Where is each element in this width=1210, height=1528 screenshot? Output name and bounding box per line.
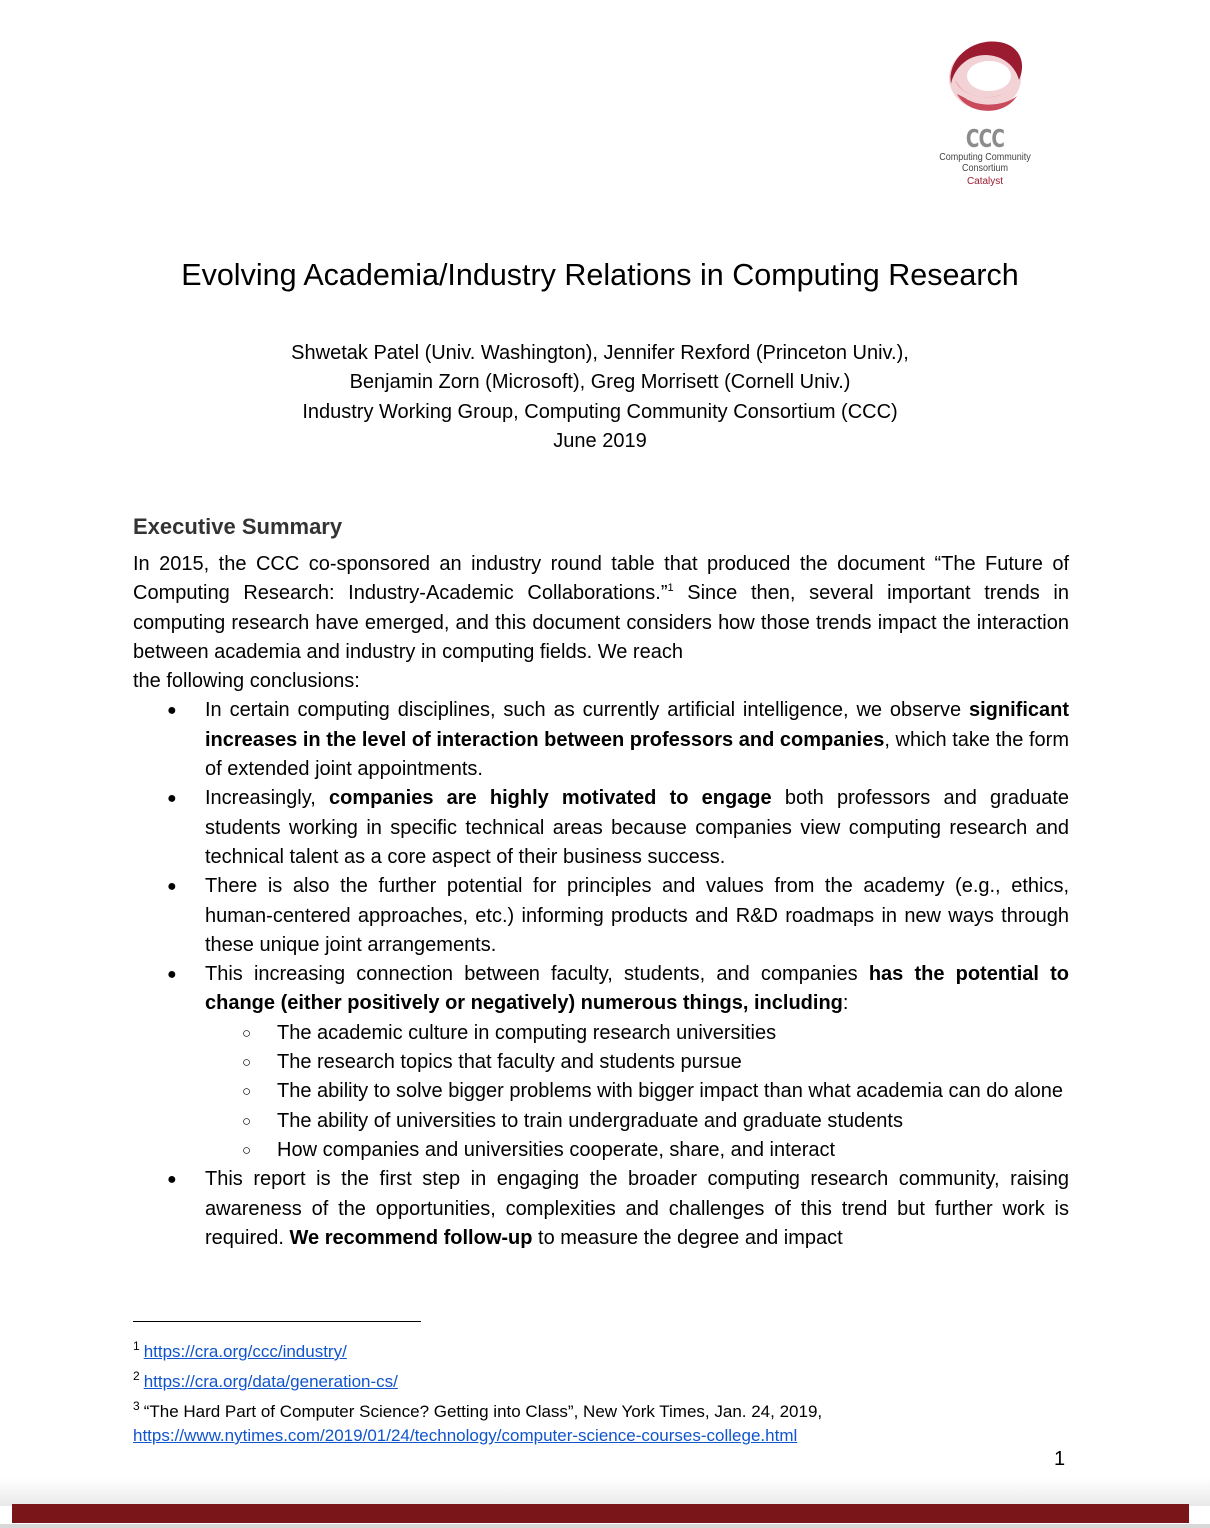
circle-bullet-icon: ○ [242,1083,252,1101]
list-item-bold-text: companies are highly motivated to engage [328,787,772,810]
ccc-logo [925,36,1045,208]
list-item-text: : [842,992,849,1015]
intro-paragraph [133,550,1069,696]
sub-list-item [205,1019,1069,1048]
list-item [133,872,1069,960]
list-item-text: In certain computing disciplines, such as currently artificial intelligence, we observe [205,699,969,722]
bullet-icon: ● [167,878,177,896]
authors-line-2: Benjamin Zorn (Microsoft), Greg Morrisett (Cornell Univ.) [349,371,851,394]
intro-text-a: In 2015, the CCC co-sponsored an industry round table that produced the document “The Future of Computing Research: Industry-Academic Collaborations.” [133,553,1069,605]
bullet-icon: ● [167,702,177,720]
sub-list-item [205,1107,1069,1136]
circle-bullet-icon: ○ [242,1112,252,1130]
list-item-text: to measure the degree and impact [532,1226,843,1249]
bullet-icon: ● [167,790,177,808]
summary-body [133,550,1069,1253]
sub-item-text: How companies and universities cooperate, share, and interact [277,1138,836,1161]
list-item [133,784,1069,872]
sub-item-text: The ability to solve bigger problems with bigger impact than what academia can do alone [277,1080,1063,1103]
footnotes [133,1334,1133,1448]
list-item-text: Increasingly, [205,787,329,810]
list-item-bold-text: We recommend follow-up [289,1226,533,1249]
footnote-number: 3 [133,1399,140,1413]
footnote-3 [133,1394,1133,1424]
list-item [133,960,1069,1165]
sub-list-item [205,1048,1069,1077]
ccc-ring-logo-icon [943,36,1027,120]
circle-bullet-icon: ○ [242,1141,252,1159]
bullet-icon: ● [167,1171,177,1189]
sub-list [205,1019,1069,1165]
document-title: Evolving Academia/Industry Relations in Computing Research [181,258,1019,292]
footnote-number: 2 [133,1369,140,1383]
page-bottom-shadow [0,1478,1210,1506]
footnote-3-link-line [133,1424,1133,1448]
list-item-text: There is also the further potential for principles and values from the academy (e.g., ethics, human-centered approaches, etc.) informing products and R&D roadmaps in new ways through these unique joint arrangements. [205,875,1069,956]
footer-bar [12,1504,1189,1523]
list-item [133,1165,1069,1253]
sub-item-text: The academic culture in computing research universities [277,1021,777,1044]
bullet-icon: ● [167,966,177,984]
list-item-text: , which take the form of extended joint appointments. [205,728,1069,781]
list-item-text: both professors and graduate students working in specific technical areas because companies view computing research and technical talent as a core aspect of their business success. [205,787,1069,868]
sub-item-text: The research topics that faculty and students pursue [277,1051,742,1074]
footnote-2 [133,1364,1133,1394]
footnote-link-3[interactable]: https://www.nytimes.com/2019/01/24/technology/computer-science-courses-college.html [133,1426,798,1445]
footnote-link-1[interactable]: https://cra.org/ccc/industry/ [143,1342,347,1361]
logo-abbreviation: CCC [965,124,1005,153]
list-item-text: This increasing connection between faculty, students, and companies [205,963,869,986]
footnote-link-2[interactable]: https://cra.org/data/generation-cs/ [143,1372,398,1391]
intro-text-c: the following conclusions: [133,670,360,693]
sub-item-text: The ability of universities to train undergraduate and graduate students [277,1109,903,1132]
page-number: 1 [1054,1448,1066,1470]
date-line: June 2019 [553,429,647,452]
list-item-bold-text: has the potential to change (either positively or negatively) numerous things, including [205,963,1069,1015]
footnote-text-3: “The Hard Part of Computer Science? Getting into Class”, New York Times, Jan. 24, 2019, [143,1402,823,1421]
sub-list-item [205,1077,1069,1106]
circle-bullet-icon: ○ [242,1054,252,1072]
author-block [0,339,1200,456]
list-item-text: This report is the first step in engaging the broader computing research community, raising awareness of the opportunities, complexities and challenges of this trend but further work is required. [205,1168,1069,1249]
logo-line-2: Consortium [961,163,1009,174]
sub-list-item [205,1136,1069,1165]
affiliation-line: Industry Working Group, Computing Community Consortium (CCC) [302,400,898,423]
intro-text-b: Since then, several important trends in computing research have emerged, and this document considers how those trends impact the interaction between academia and industry in computing fields. We reach [133,582,1069,663]
list-item [133,696,1069,784]
section-heading: Executive Summary [133,514,343,539]
list-item-bold-text: significant increases in the level of interaction between professors and companies [205,699,1069,751]
footnote-ref-1: 1 [667,582,674,595]
logo-line-1: Computing Community [939,152,1031,163]
logo-tagline: Catalyst [966,176,1004,187]
footnote-divider [133,1321,421,1322]
conclusions-list [133,696,1069,1253]
footnote-number: 1 [133,1339,140,1353]
circle-bullet-icon: ○ [242,1024,252,1042]
authors-line-1: Shwetak Patel (Univ. Washington), Jennifer Rexford (Princeton Univ.), [291,342,909,364]
footer-line [0,1524,1210,1528]
footnote-1 [133,1334,1133,1364]
